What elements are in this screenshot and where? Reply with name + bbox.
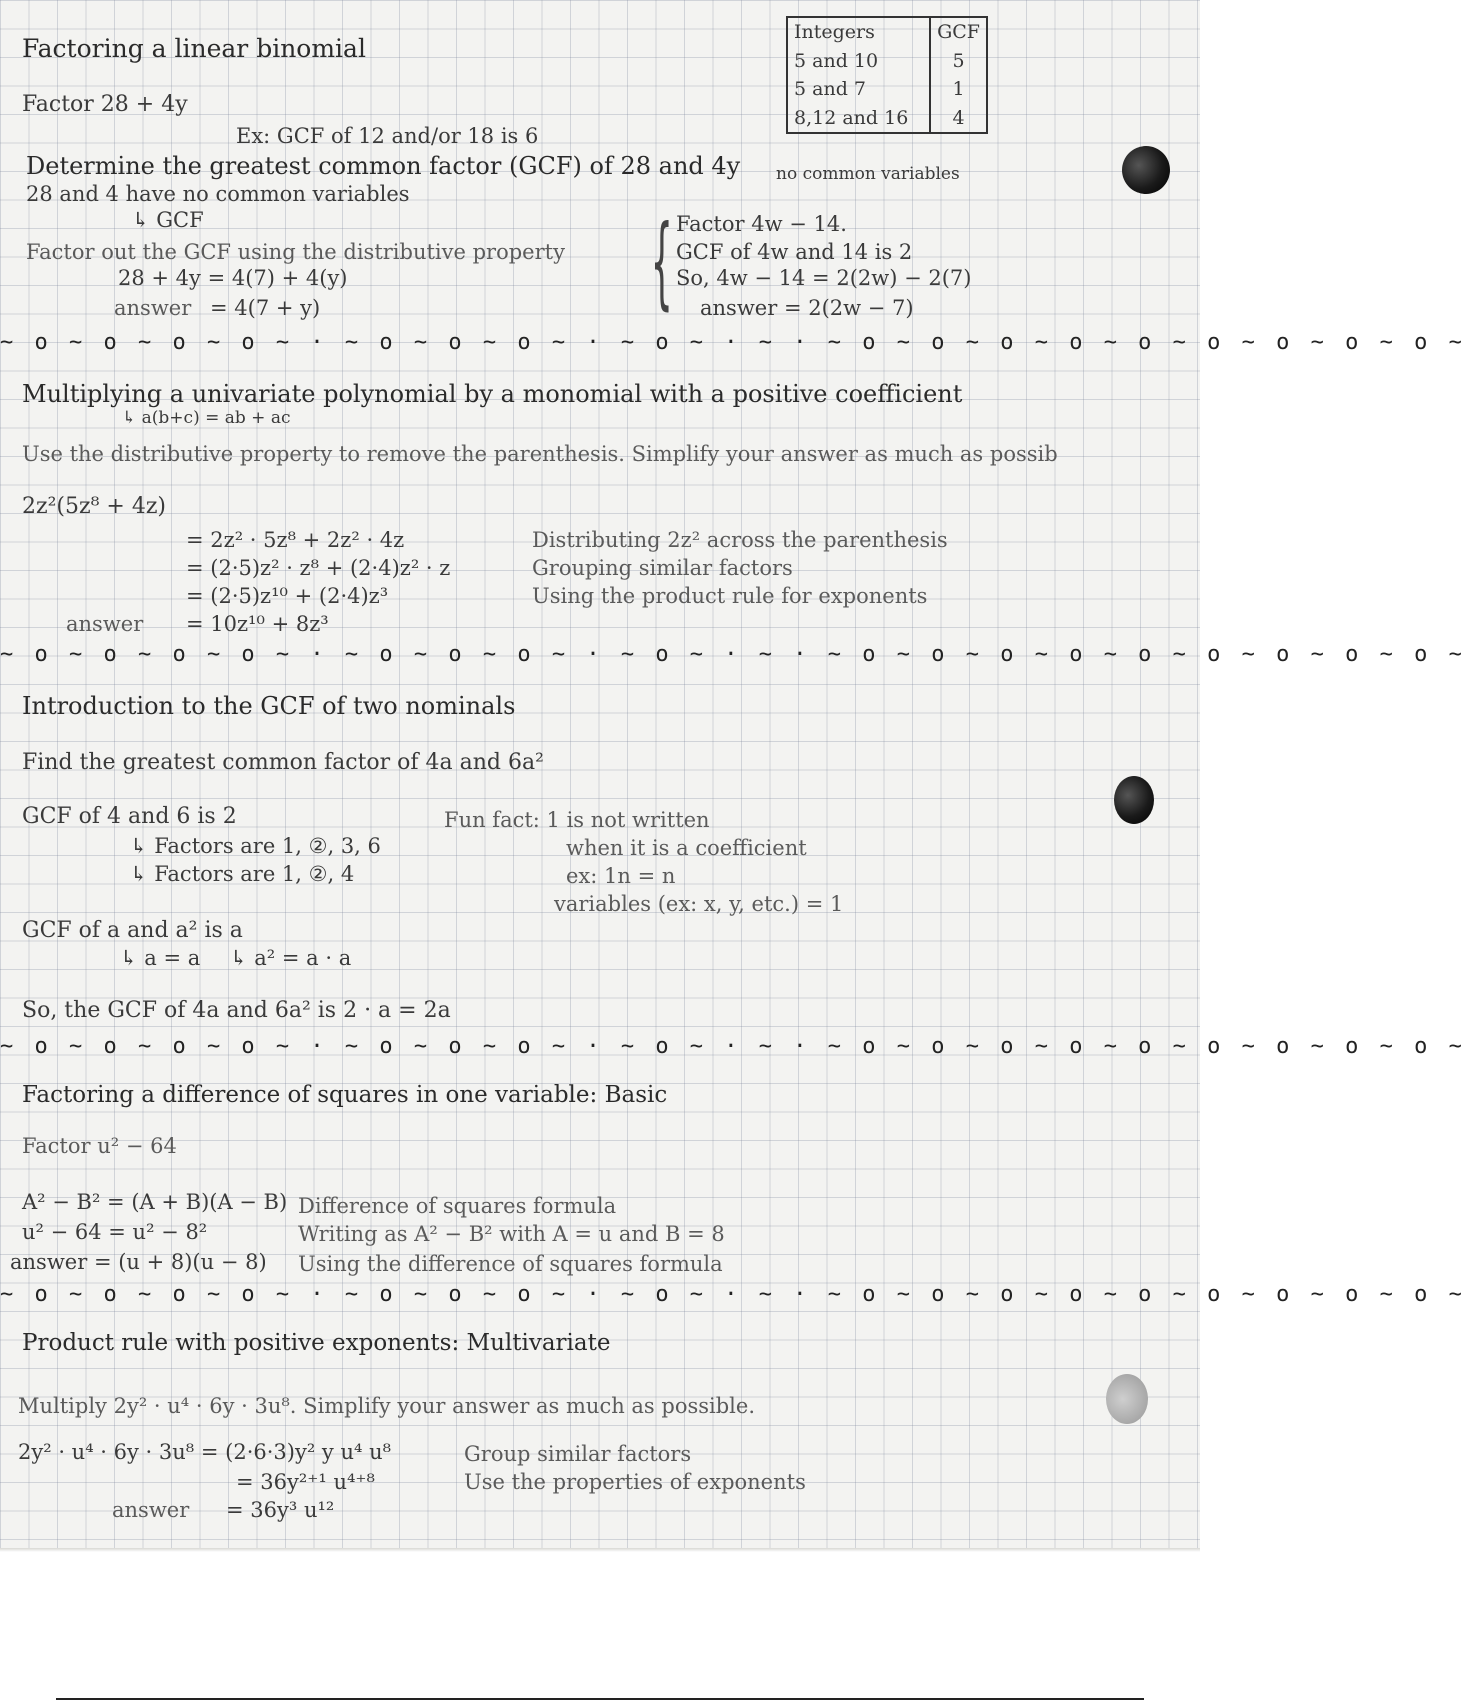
sec4-answer: answer = (u + 8)(u − 8) xyxy=(10,1250,267,1274)
punch-hole-2 xyxy=(1114,776,1154,824)
sec2-note-2: Grouping similar factors xyxy=(532,556,793,580)
sec5-prompt: Multiply 2y² · u⁴ · 6y · 3u⁸. Simplify your answer as much as possible. xyxy=(18,1394,755,1418)
sec1-factor-out: Factor out the GCF using the distributive property xyxy=(26,240,565,264)
sec1-side-line2: GCF of 4w and 14 is 2 xyxy=(676,240,913,264)
sec2-answer-value: = 10z¹⁰ + 8z³ xyxy=(186,612,329,636)
sec1-side-answer: answer = 2(2w − 7) xyxy=(700,296,914,320)
sec3-factors1: ↳ Factors are 1, ②, 3, 6 xyxy=(130,834,381,858)
sec2-note-1: Distributing 2z² across the parenthesis xyxy=(532,528,948,552)
sec5-title: Product rule with positive exponents: Multivariate xyxy=(22,1330,611,1356)
sec1-prompt: Factor 28 + 4y xyxy=(22,92,188,117)
sec4-step: u² − 64 = u² − 8² xyxy=(22,1220,208,1244)
sec5-answer-value: = 36y³ u¹² xyxy=(226,1498,335,1522)
gcf-table-row xyxy=(787,75,987,103)
gcf-table-cell: 1 xyxy=(952,78,965,101)
sec3-fun1: Fun fact: 1 is not written xyxy=(444,808,710,832)
sec2-answer-label: answer xyxy=(66,612,144,636)
section-divider: ~ o ~ o ~ o ~ o ~ · ~ o ~ o ~ o ~ · ~ o ~ · ~ · ~ o ~ o ~ o ~ o ~ o ~ o ~ o ~ o ~ o ~ xyxy=(0,1034,1466,1059)
sec4-title: Factoring a difference of squares in one variable: Basic xyxy=(22,1082,668,1108)
sec1-step1: 28 + 4y = 4(7) + 4(y) xyxy=(118,266,348,290)
sec3-title: Introduction to the GCF of two nominals xyxy=(22,692,516,720)
sec5-step2: = 36y²⁺¹ u⁴⁺⁸ xyxy=(236,1470,375,1494)
sec3-line1: GCF of 4 and 6 is 2 xyxy=(22,804,237,829)
paper-edge xyxy=(0,1548,1200,1552)
sec3-prompt: Find the greatest common factor of 4a and 6a² xyxy=(22,750,544,775)
sec3-conclusion: So, the GCF of 4a and 6a² is 2 · a = 2a xyxy=(22,998,451,1023)
sec1-ex-note: Ex: GCF of 12 and/or 18 is 6 xyxy=(236,124,539,148)
sec2-rule: ↳ a(b+c) = ab + ac xyxy=(122,408,291,428)
gcf-table-header xyxy=(787,17,987,47)
sec5-answer-label: answer xyxy=(112,1498,190,1522)
sec4-step-note: Writing as A² − B² with A = u and B = 8 xyxy=(298,1222,725,1246)
section-divider: ~ o ~ o ~ o ~ o ~ · ~ o ~ o ~ o ~ · ~ o ~ · ~ · ~ o ~ o ~ o ~ o ~ o ~ o ~ o ~ o ~ o ~ xyxy=(0,330,1466,355)
sec3-line3b: ↳ a² = a · a xyxy=(230,946,352,970)
sec3-fun2: when it is a coefficient xyxy=(566,836,807,860)
sec2-title: Multiplying a univariate polynomial by a monomial with a positive coefficient xyxy=(22,380,963,408)
sec3-fun4: variables (ex: x, y, etc.) = 1 xyxy=(554,892,844,916)
gcf-table-row xyxy=(787,103,987,133)
sec1-determine: Determine the greatest common factor (GCF) of 28 and 4y xyxy=(26,152,741,180)
sec5-step1: 2y² · u⁴ · 6y · 3u⁸ = (2·6·3)y² y u⁴ u⁸ xyxy=(18,1440,392,1464)
sec1-no-common: no common variables xyxy=(776,164,960,184)
sec3-fun3: ex: 1n = n xyxy=(566,864,676,888)
sec3-line2: GCF of a and a² is a xyxy=(22,918,243,943)
gcf-table-cell: 4 xyxy=(952,106,965,129)
section-divider: ~ o ~ o ~ o ~ o ~ · ~ o ~ o ~ o ~ · ~ o ~ · ~ · ~ o ~ o ~ o ~ o ~ o ~ o ~ o ~ o ~ o ~ xyxy=(0,642,1466,667)
sec4-formula: A² − B² = (A + B)(A − B) xyxy=(22,1190,288,1214)
sec1-side-line1: Factor 4w − 14. xyxy=(676,212,847,236)
sec1-answer-value: = 4(7 + y) xyxy=(210,296,321,320)
section-divider: ~ o ~ o ~ o ~ o ~ · ~ o ~ o ~ o ~ · ~ o ~ · ~ · ~ o ~ o ~ o ~ o ~ o ~ o ~ o ~ o ~ o ~ xyxy=(0,1282,1466,1307)
sec2-instruction: Use the distributive property to remove the parenthesis. Simplify your answer as much as possib xyxy=(22,442,1058,466)
sec4-prompt: Factor u² − 64 xyxy=(22,1134,177,1158)
sec1-answer-label: answer xyxy=(114,296,192,320)
sec5-step2-note: Use the properties of exponents xyxy=(464,1470,806,1494)
sec3-line3a: ↳ a = a xyxy=(120,946,201,970)
punch-hole-1 xyxy=(1122,146,1170,194)
sec5-step1-note: Group similar factors xyxy=(464,1442,692,1466)
sec1-brace: { xyxy=(650,203,673,320)
sec1-side-line3: So, 4w − 14 = 2(2w) − 2(7) xyxy=(676,266,972,290)
sec1-gcf-arrow: ↳ GCF xyxy=(132,208,204,232)
sec2-step-1: = 2z² · 5z⁸ + 2z² · 4z xyxy=(186,528,405,552)
gcf-table-cell: 5 xyxy=(952,49,965,72)
gcf-table-cell: 5 and 10 xyxy=(787,47,930,75)
gcf-table-row xyxy=(787,47,987,75)
sec2-problem: 2z²(5z⁸ + 4z) xyxy=(22,494,166,519)
punch-hole-3 xyxy=(1106,1374,1148,1424)
sec1-have-no: 28 and 4 have no common variables xyxy=(26,182,410,206)
sec2-note-3: Using the product rule for exponents xyxy=(532,584,928,608)
sec2-step-2: = (2·5)z² · z⁸ + (2·4)z² · z xyxy=(186,556,451,580)
sec3-factors2: ↳ Factors are 1, ②, 4 xyxy=(130,862,355,886)
gcf-table xyxy=(786,16,988,134)
gcf-table-header-integers: Integers xyxy=(787,17,930,47)
sec4-formula-note: Difference of squares formula xyxy=(298,1194,617,1218)
gcf-table-cell: 8,12 and 16 xyxy=(787,103,930,133)
sec4-answer-note: Using the difference of squares formula xyxy=(298,1252,723,1276)
gcf-table-header-gcf: GCF xyxy=(937,21,980,44)
sec2-step-3: = (2·5)z¹⁰ + (2·4)z³ xyxy=(186,584,389,608)
gcf-table-cell: 5 and 7 xyxy=(787,75,930,103)
sec1-title: Factoring a linear binomial xyxy=(22,34,366,63)
